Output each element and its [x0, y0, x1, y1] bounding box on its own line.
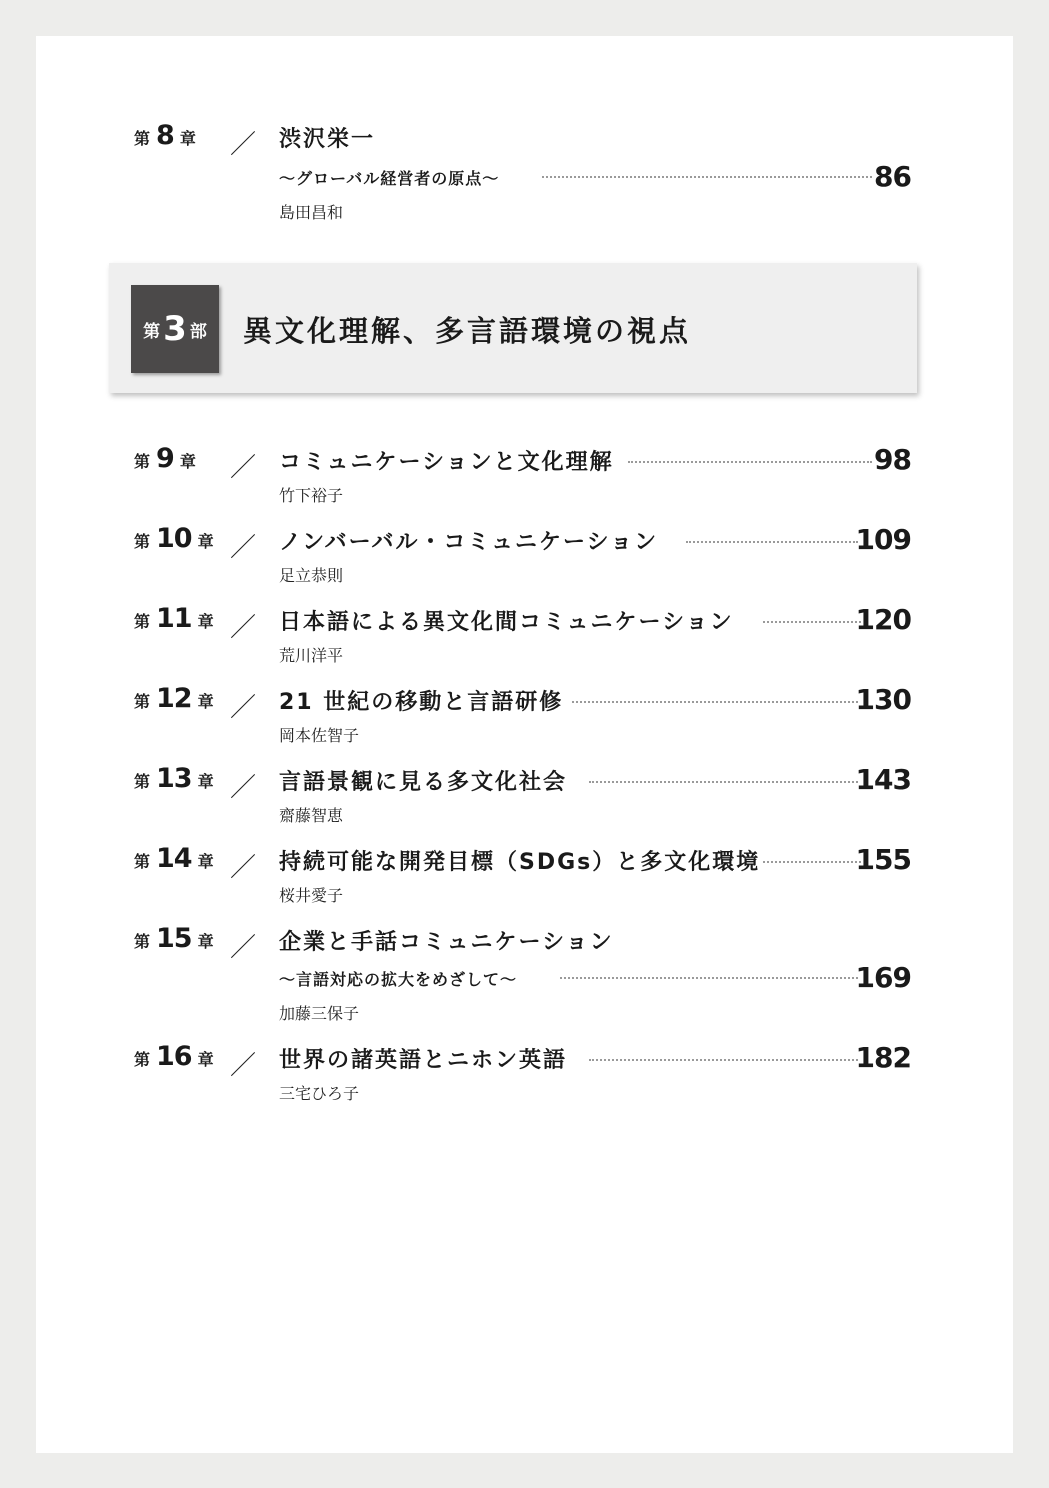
chapter-author: 竹下裕子 — [279, 486, 344, 505]
chapter-prefix: 第 — [134, 532, 151, 551]
chapter-prefix: 第 — [134, 452, 151, 471]
chapter-number: 13 — [156, 763, 192, 794]
chapter-suffix: 章 — [197, 772, 214, 791]
chapter-label — [134, 763, 214, 794]
page-number[interactable]: 130 — [855, 683, 911, 716]
chapter-number: 14 — [156, 843, 192, 874]
dot-leader — [763, 621, 861, 623]
chapter-author: 齋藤智恵 — [279, 806, 344, 825]
chapter-label — [134, 523, 214, 554]
chapter-author: 岡本佐智子 — [279, 726, 360, 745]
separator-slash: ／ — [230, 130, 257, 160]
chapter-author: 加藤三保子 — [279, 1004, 360, 1023]
dot-leader — [686, 541, 858, 543]
chapter-author: 桜井愛子 — [279, 886, 344, 905]
part-label — [131, 285, 219, 373]
chapter-subtitle: ～グローバル経営者の原点～ — [279, 169, 500, 188]
page-number[interactable]: 86 — [874, 160, 911, 193]
chapter-title[interactable]: 渋沢栄一 — [279, 127, 376, 152]
toc-page — [36, 36, 1013, 1453]
chapter-suffix: 章 — [197, 692, 214, 711]
dot-leader — [560, 977, 858, 979]
chapter-prefix: 第 — [134, 852, 151, 871]
chapter-label — [134, 603, 214, 634]
separator-slash: ／ — [230, 693, 257, 723]
chapter-number: 10 — [156, 523, 192, 554]
page-number[interactable]: 169 — [855, 961, 911, 994]
separator-slash: ／ — [230, 853, 257, 883]
separator-slash: ／ — [230, 933, 257, 963]
part-header — [109, 263, 917, 393]
chapter-prefix: 第 — [134, 692, 151, 711]
page-number[interactable]: 155 — [855, 843, 911, 876]
page-number[interactable]: 98 — [874, 443, 911, 476]
page-number[interactable]: 182 — [855, 1041, 911, 1074]
chapter-prefix: 第 — [134, 772, 151, 791]
chapter-title[interactable]: 21 世紀の移動と言語研修 — [279, 690, 564, 715]
chapter-label — [134, 683, 214, 714]
chapter-prefix: 第 — [134, 1050, 151, 1069]
chapter-number: 12 — [156, 683, 192, 714]
dot-leader — [572, 701, 858, 703]
chapter-number: 16 — [156, 1041, 192, 1072]
chapter-title[interactable]: 日本語による異文化間コミュニケーション — [279, 610, 734, 635]
chapter-author: 荒川洋平 — [279, 646, 344, 665]
part-prefix: 第 — [143, 321, 161, 342]
dot-leader — [542, 176, 872, 178]
chapter-author: 島田昌和 — [279, 203, 344, 222]
page-number[interactable]: 120 — [855, 603, 911, 636]
chapter-label — [134, 843, 214, 874]
chapter-suffix: 章 — [197, 932, 214, 951]
chapter-suffix: 章 — [197, 1050, 214, 1069]
separator-slash: ／ — [230, 613, 257, 643]
dot-leader — [589, 1059, 858, 1061]
separator-slash: ／ — [230, 453, 257, 483]
chapter-author: 足立恭則 — [279, 566, 344, 585]
chapter-author: 三宅ひろ子 — [279, 1084, 360, 1103]
chapter-subtitle: ～言語対応の拡大をめざして～ — [279, 970, 518, 989]
chapter-prefix: 第 — [134, 129, 151, 148]
chapter-title[interactable]: 持続可能な開発目標（SDGs）と多文化環境 — [279, 850, 761, 875]
part-number: 3 — [163, 309, 187, 349]
page-number[interactable]: 143 — [855, 763, 911, 796]
dot-leader — [763, 861, 861, 863]
part-title: 異文化理解、多言語環境の視点 — [243, 314, 692, 348]
chapter-prefix: 第 — [134, 612, 151, 631]
chapter-suffix: 章 — [179, 129, 196, 148]
chapter-title[interactable]: 企業と手話コミュニケーション — [279, 930, 614, 955]
dot-leader — [628, 461, 872, 463]
chapter-title[interactable]: 言語景観に見る多文化社会 — [279, 770, 568, 795]
chapter-prefix: 第 — [134, 932, 151, 951]
chapter-number: 8 — [156, 120, 174, 151]
chapter-title[interactable]: コミュニケーションと文化理解 — [279, 450, 614, 475]
chapter-number: 11 — [156, 603, 192, 634]
chapter-title[interactable]: 世界の諸英語とニホン英語 — [279, 1048, 568, 1073]
chapter-label — [134, 1041, 214, 1072]
separator-slash: ／ — [230, 1051, 257, 1081]
page-number[interactable]: 109 — [855, 523, 911, 556]
chapter-number: 9 — [156, 443, 174, 474]
chapter-title[interactable]: ノンバーバル・コミュニケーション — [279, 530, 659, 555]
separator-slash: ／ — [230, 533, 257, 563]
chapter-suffix: 章 — [197, 612, 214, 631]
chapter-suffix: 章 — [197, 852, 214, 871]
chapter-suffix: 章 — [179, 452, 196, 471]
chapter-label — [134, 120, 196, 151]
chapter-suffix: 章 — [197, 532, 214, 551]
chapter-label — [134, 923, 214, 954]
chapter-label — [134, 443, 196, 474]
dot-leader — [589, 781, 858, 783]
separator-slash: ／ — [230, 773, 257, 803]
chapter-number: 15 — [156, 923, 192, 954]
part-suffix: 部 — [189, 321, 207, 342]
